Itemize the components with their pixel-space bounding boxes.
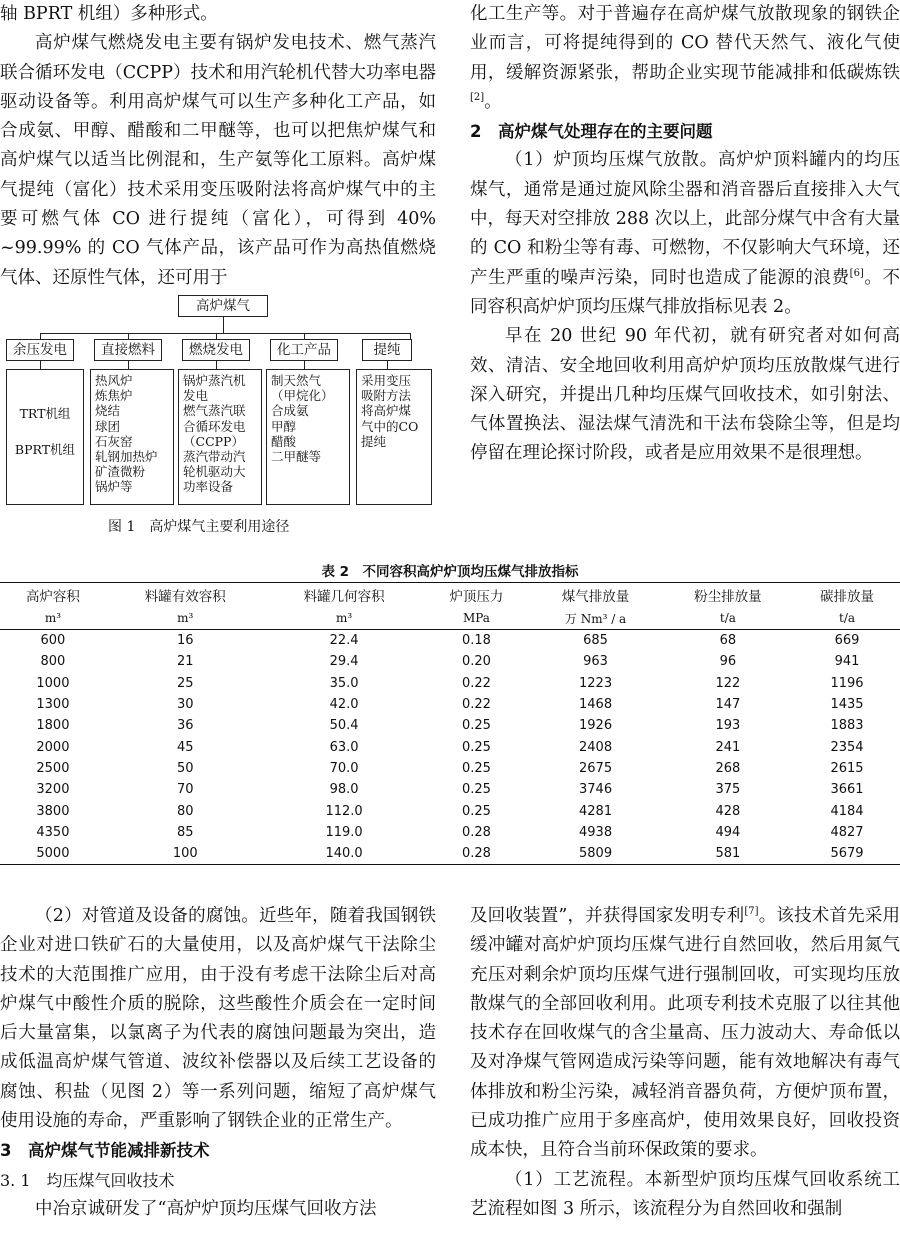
table-cell: 50 [177,760,194,776]
table-cell: 5809 [529,843,661,865]
table-cell: 0.25 [461,718,491,734]
table-cell: 669 [834,633,860,649]
list-item: BPRT机组 [14,442,76,457]
table-cell: 21 [177,654,194,670]
table-cell: 3746 [579,782,613,798]
list-item: 球团 [95,418,121,434]
table-cell: 100 [106,843,265,865]
table-cell: 4938 [579,824,613,840]
table-cell: 1926 [579,718,613,734]
branch-content-combustion-power [178,369,262,505]
connector [223,317,224,333]
column-header: 炉顶压力 [424,583,530,608]
list-item: 合成氨 [271,403,309,419]
column-header: 粉尘排放量 [662,583,794,608]
list-item: 气中的CO [361,418,419,434]
table-cell: 42.0 [329,697,359,713]
list-item: 炼焦炉 [95,388,133,404]
table-cell: 3800 [36,803,70,819]
list-item: 蒸汽带动汽 [183,449,246,465]
list-item: 热风炉 [95,373,133,388]
citation: [6] [849,267,864,279]
table-cell: 375 [715,782,741,798]
paragraph: 早在 20 世纪 90 年代初，就有研究者对如何高效、清洁、安全地回收利用高炉炉顶均压放散煤气进行深入研究，并提出几种均压煤气回收技术，如引射法、气体置换法、湿法煤气清洗和干法布袋除尘等，但是均停留在理论探讨阶段，或者是应用效果不是很理想。 [470,326,900,464]
list-item: 吸附方法 [361,388,412,404]
list-item: 将高炉煤 [361,403,412,419]
table-cell: 96 [719,654,737,670]
table-cell: 1800 [36,718,70,734]
list-item: 矿渣微粉 [95,464,146,480]
table-cell: 147 [715,697,741,713]
table-cell: 1468 [579,697,613,713]
table-cell: 0.25 [461,739,491,755]
table-cell: 29.4 [329,654,359,670]
branch-label-combustion-power: 燃烧发电 [182,339,250,361]
table-cell: 50.4 [329,718,359,734]
table-cell: 963 [583,654,608,670]
table-row [0,779,900,800]
left-column-top [0,0,436,293]
paragraph: 高炉煤气燃烧发电主要有锅炉发电技术、燃气蒸汽联合循环发电（CCPP）技术和用汽轮机代替大功率电器驱动设备等。利用高炉煤气可以生产多种化工产品，如合成氨、甲醇、醋酸和二甲醚等，也可以把焦炉煤气和高炉煤气以适当比例混和，生产氨等化工原料。高炉煤气提纯（富化）技术采用变压吸附法将高炉煤气中的主要可燃气体 CO 进行提纯（富化），可得到 40% ~99.99% 的 CO 气体产品，该产品可作为高热值燃烧气体、还原性气体，还可用于 [0,33,436,288]
table-cell: 2615 [830,760,864,776]
table-cell: 4827 [830,824,864,840]
list-item: 石灰窑 [95,433,133,449]
table-cell: 4281 [579,803,613,819]
table-cell: 3200 [36,782,70,798]
list-item: 功率设备 [183,479,234,495]
table-cell: 22.4 [329,633,359,649]
table-cell: 36 [177,718,194,734]
table-cell: 685 [583,633,608,649]
table-cell: 30 [177,697,194,713]
table-cell: 494 [715,824,741,840]
connector [128,361,129,369]
table-cell: 4350 [36,824,70,840]
unit-cell: m³ [265,607,424,630]
table-cell: 581 [662,843,794,865]
table-cell: 70.0 [329,760,359,776]
table-row [0,715,900,736]
table-cell: 70 [177,782,194,798]
table-cell: 1000 [36,675,70,691]
branch-label-purification: 提纯 [362,339,412,361]
list-item: 甲醇 [271,418,297,434]
column-header: 料罐有效容积 [106,583,265,608]
connector [304,361,305,369]
paragraph: （1）炉顶均压煤气放散。高炉炉顶料罐内的均压煤气，通常是通过旋风除尘器和消音器后直接排入大气中，每天对空排放 288 次以上，此部分煤气中含有大量的 CO 和粉尘等有毒、可燃物，不仅影响大气环境，还产生严重的噪声污染，同时也造成了能源的浪费[6]。不同容积高炉炉顶均压煤气排放指标见表 2。 [470,150,900,317]
table-cell: 941 [834,654,860,670]
paragraph: （2）对管道及设备的腐蚀。近些年，随着我国钢铁企业对进口铁矿石的大量使用，以及高炉煤气干法除尘技术的大范围推广应用，由于没有考虑干法除尘后对高炉煤气中酸性介质的脱除，这些酸性介质会在一定时间后大量富集，以氯离子为代表的腐蚀问题最为突出，造成低温高炉煤气管道、波纹补偿器以及后续工艺设备的腐蚀、积盐（见图 2）等一系列问题，缩短了高炉煤气使用设施的寿命，严重影响了钢铁企业的正常生产。 [0,906,436,1132]
branch-content-residual-pressure [6,369,84,505]
right-column-top [470,0,900,469]
list-item: 发电 [183,388,209,404]
paragraph: 轴 BPRT 机组）多种形式。 [0,4,218,24]
connector [216,361,217,369]
table-cell: 5000 [0,843,106,865]
list-item: 锅炉等 [95,479,133,495]
list-item: 采用变压 [361,373,412,388]
list-item: 提纯 [361,433,387,449]
paragraph: 及回收装置”，并获得国家发明专利[7]。该技术首先采用缓冲罐对高炉炉顶均压煤气进行自然回收，然后用氮气充压对剩余炉顶均压煤气进行强制回收，可实现均压放散煤气的全部回收利用。此项专利技术克服了以往其他技术存在回收煤气的含尘量高、压力波动大、寿命低以及对净煤气管网造成污染等问题，能有效地解决有毒气体排放和粉尘污染，减轻消音器负荷，方便炉顶布置，已成功推广应用于多座高炉，使用效果良好，回收投资成本快，且符合当前环保政策的要求。 [470,906,900,1161]
branch-content-direct-fuel [90,369,174,505]
table-cell: 241 [715,739,741,755]
unit-cell: m³ [0,607,106,630]
table-cell: 0.25 [461,803,491,819]
table-cell: 3661 [830,782,864,798]
table-cell: 268 [715,760,741,776]
table-cell: 600 [40,633,66,649]
table-cell: 2000 [36,739,70,755]
column-header: 碳排放量 [794,583,900,608]
branch-label-chemical-products: 化工产品 [270,339,338,361]
list-item: 醋酸 [271,433,297,449]
table-cell: 68 [719,633,737,649]
table-cell: 63.0 [329,739,359,755]
figure-1 [0,292,458,542]
branch-content-chemical-products [266,369,350,505]
table-units-row [0,607,900,630]
table-cell: 0.25 [461,782,491,798]
list-item: （CCPP） [183,433,244,449]
table-cell: 119.0 [325,824,363,840]
table-cell: 0.28 [424,843,530,865]
table-cell: 25 [177,675,194,691]
table-row [0,843,900,865]
table-cell: 2408 [579,739,613,755]
unit-cell: t/a [794,607,900,630]
list-item: 二甲醚等 [271,449,322,465]
table-cell: 0.28 [461,824,491,840]
unit-cell: m³ [106,607,265,630]
list-item: 轮机驱动大 [183,464,246,480]
branch-label-direct-fuel: 直接燃料 [94,339,162,361]
table-cell: 2675 [579,760,613,776]
table-cell: 0.25 [461,760,491,776]
table-cell: 1196 [830,675,864,691]
right-column-bottom [470,902,900,1224]
connector [40,361,41,369]
column-header: 高炉容积 [0,583,106,608]
table-cell: 428 [715,803,741,819]
list-item: 烧结 [95,403,121,419]
table-cell: 1883 [830,718,864,734]
table-cell: 45 [177,739,194,755]
table-cell: 122 [715,675,741,691]
paragraph: （1）工艺流程。本新型炉顶均压煤气回收系统工艺流程如图 3 所示，该流程分为自然回收和强制 [470,1169,900,1219]
column-header: 料罐几何容积 [265,583,424,608]
table-cell: 85 [177,824,194,840]
emission-table [0,582,900,865]
citation: [2] [470,92,485,104]
table-cell: 1223 [579,675,613,691]
list-item: （甲烷化） [271,388,334,404]
table-cell: 16 [177,633,194,649]
table-row [0,651,900,672]
left-column-bottom [0,902,436,1224]
list-item: 合循环发电 [183,418,246,434]
unit-cell: 万 Nm³ / a [529,607,661,630]
list-item: 制天然气 [271,373,322,388]
list-item: 锅炉蒸汽机 [183,373,246,388]
table-cell: 1435 [830,697,864,713]
table-cell: 2500 [36,760,70,776]
connector [387,361,388,369]
figure-caption: 图 1 高炉煤气主要利用途径 [108,519,290,535]
table-row [0,800,900,821]
table-cell: 5679 [794,843,900,865]
table-cell: 0.22 [461,675,491,691]
table-row [0,822,900,843]
table-cell: 35.0 [329,675,359,691]
table-cell: 0.22 [461,697,491,713]
table-cell: 193 [715,718,741,734]
table-row [0,673,900,694]
paragraph: 中冶京诚研发了“高炉炉顶均压煤气回收方法 [35,1198,377,1219]
table-cell: 80 [177,803,194,819]
unit-cell: MPa [424,607,530,630]
section-heading: 3 高炉煤气节能减排新技术 [0,1141,210,1161]
table-cell: 4184 [830,803,864,819]
table-cell: 98.0 [329,782,359,798]
table-header-row [0,583,900,608]
table-row [0,630,900,652]
list-item: 轧钢加热炉 [95,449,158,465]
table-cell: 140.0 [265,843,424,865]
table-cell: 112.0 [325,803,363,819]
branch-label-residual-pressure: 余压发电 [6,339,74,361]
branch-content-purification [356,369,432,505]
section-heading: 2 高炉煤气处理存在的主要问题 [470,122,713,142]
table-cell: 1300 [36,697,70,713]
table-cell: 0.20 [461,654,491,670]
table-cell: 2354 [830,739,864,755]
table-row [0,758,900,779]
citation: [7] [744,906,759,918]
table-cell: 0.18 [461,633,491,649]
figure-root-node: 高炉煤气 [178,295,268,317]
list-item: 燃气蒸汽联 [183,403,246,419]
unit-cell: t/a [662,607,794,630]
table-row [0,694,900,715]
list-item: TRT机组 [19,406,71,421]
column-header: 煤气排放量 [529,583,661,608]
paragraph: 化工生产等。对于普遍存在高炉煤气放散现象的钢铁企业而言，可将提纯得到的 CO 替代天然气、液化气使用，缓解资源紧张，帮助企业实现节能减排和低碳炼铁[2]。 [470,4,900,112]
table-row [0,736,900,757]
table-cell: 800 [40,654,66,670]
subsection-heading: 3. 1 均压煤气回收技术 [0,1170,175,1190]
table-title: 表 2 不同容积高炉炉顶均压煤气排放指标 [321,564,579,580]
connector [40,333,410,334]
